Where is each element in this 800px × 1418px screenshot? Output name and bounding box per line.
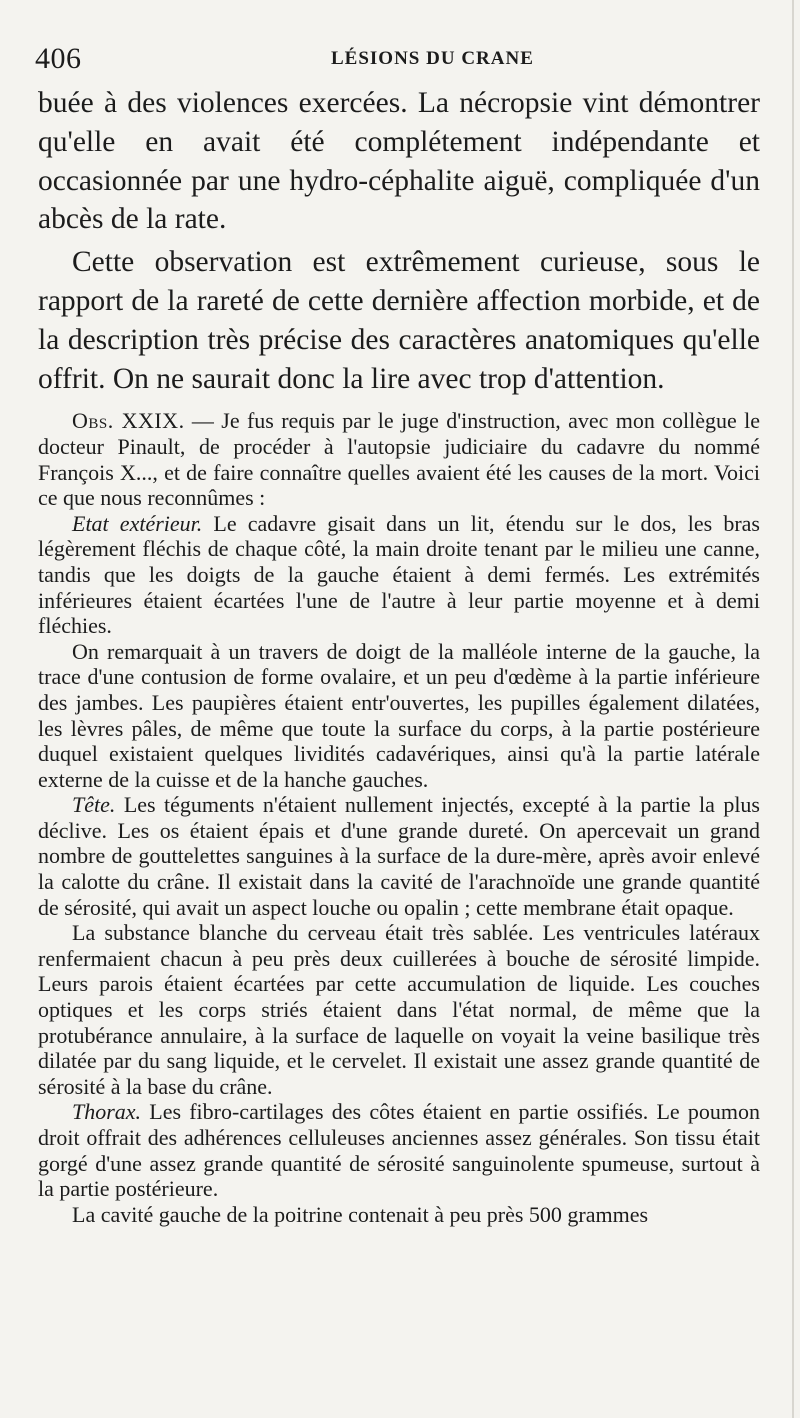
thorax-label: Thorax. [72, 1099, 142, 1125]
observation-text: — Je fus requis par le juge d'instruction, avec mon collègue le docteur Pinault, de procéder à l'autopsie judiciaire du cadavre du nommé François X..., et de faire connaître quelles avaient été les causes de la mort. Voici ce que nous reconnûmes : [38, 408, 760, 511]
running-title: LÉSIONS DU CRANE [331, 48, 534, 69]
head-paragraph [38, 792, 760, 920]
external-state-paragraph [38, 511, 760, 639]
thorax-paragraph [38, 1099, 760, 1201]
observation-label: Obs. XXIX. [72, 408, 185, 434]
head-text: Les téguments n'étaient nullement injectés, excepté à la partie la plus déclive. Les os étaient épais et d'une grande dureté. On apercevait un grand nombre de gouttelettes sanguines à la surface de la dure-mère, après avoir enlevé la calotte du crâne. Il existait dans la cavité de l'arachnoïde une grande quantité de sérosité, qui avait un aspect louche ou opalin ; cette membrane était opaque. [38, 792, 760, 920]
last-line: La cavité gauche de la poitrine contenait à peu près 500 grammes [72, 1201, 649, 1227]
remark-paragraph: On remarquait à un travers de doigt de la malléole interne de la gauche, la trace d'une contusion de forme ovalaire, et un peu d'œdème à la partie inférieure des jambes. Les paupières étaient entr'ouvertes, les pupilles également dilatées, les lèvres pâles, de même que toute la surface du corps, à la partie postérieure duquel existaient quelques lividités cadavériques, ainsi qu'à la partie latérale externe de la cuisse et de la hanche gauches. [38, 638, 760, 792]
external-state-text: Le cadavre gisait dans un lit, étendu sur le dos, les bras légèrement fléchis de chaque côté, la main droite tenant par le milieu une canne, tandis que les doigts de la gauche étaient à demi fermés. Les extrémités inférieures étaient écartées l'une de l'autre à leur partie moyenne et à demi fléchies. [38, 510, 760, 639]
external-state-label: Etat extérieur. [72, 510, 203, 536]
page-edge [792, 0, 794, 1418]
page-header [35, 42, 755, 78]
brain-paragraph: La substance blanche du cerveau était très sablée. Les ventricules latéraux renfermaient chacun à peu près deux cuillerées à bouche de sérosité limpide. Leurs parois étaient écartées par cette accumulation de liquide. Les couches optiques et les corps striés étaient dans l'état normal, de même que la protubérance annulaire, à la surface de laquelle on voyait la veine basilique très dilatée par du sang liquide, et le cervelet. Il existait une assez grande quantité de sérosité à la base du crâne. [38, 920, 760, 1099]
paragraph-continuation: buée à des violences exercées. La nécropsie vint démontrer qu'elle en avait été complétement indépendante et occasionnée par une hydro-céphalite aiguë, compliquée d'un abcès de la rate. [38, 87, 760, 236]
paragraph-commentary: Cette observation est extrêmement curieuse, sous le rapport de la rareté de cette dernière affection morbide, et de la description très précise des caractères anatomiques qu'elle offrit. On ne saurait donc la lire avec trop d'attention. [38, 246, 760, 395]
observation-paragraph [38, 408, 760, 510]
head-label: Tête. [72, 792, 116, 818]
page-body [38, 84, 760, 1227]
thorax-text: Les fibro-cartilages des côtes étaient en partie ossifiés. Le poumon droit offrait des adhérences celluleuses anciennes assez générales. Son tissu était gorgé d'une assez grande quantité de sérosité sanguinolente spumeuse, surtout à la partie postérieure. [38, 1099, 760, 1202]
page-number: 406 [35, 42, 82, 75]
